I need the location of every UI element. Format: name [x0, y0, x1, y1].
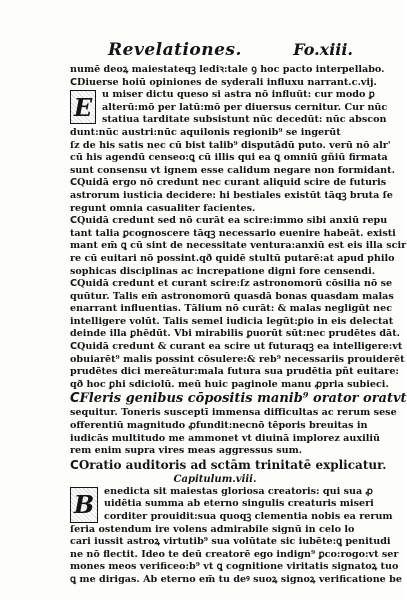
section-title: Oratio auditoris ad sctām trinitatē explicatur.: [78, 457, 387, 472]
pilcrow-icon: C: [70, 76, 78, 88]
text-line: uidētia summa ab eterno singulis creaturis miseri: [104, 498, 374, 510]
paragraph-line: [70, 278, 393, 291]
text-line: iudicās multitudo me ammonet vt diuinā implorez auxiliū: [70, 432, 380, 444]
prayer-heading-line: [70, 391, 407, 407]
text-line: prudētes dici mereātur:mala futura sua prudētia pñt euitare:: [70, 366, 399, 378]
text-line: cari iussit astroꝝ virtutib⁹ sua volūtate sic iubēte:ꝗ penitudi: [70, 536, 391, 548]
drop-cap: E: [70, 90, 96, 124]
text-line: Diuerse hoiū opiniones de syderali influxu narrant.c.vij.: [77, 76, 377, 88]
pilcrow-icon: C: [70, 391, 80, 407]
text-line: statiua tarditate subsistunt nūc decedūt: nūc abscon: [102, 114, 387, 126]
text-line: enedicta sit maiestas gloriosa creatoris: qui sua ꝓ: [104, 485, 373, 497]
text-line: mant em̄ ꝗ cū sint de necessitate ventura:anxiū est eis illa scir: [70, 240, 407, 252]
text-line: Quidā credunt & curant ea scire ut futuraqꝫ ea intelligere:vt: [77, 341, 403, 353]
text-line: corditer prouidit:sua quoqꝫ clementia nobis ea rerum: [104, 511, 393, 522]
chapter-heading-line: [70, 76, 377, 90]
folio-number: Fo.xiii.: [293, 40, 353, 59]
text-line: regunt omnia casualiter facientes.: [70, 202, 256, 214]
text-line: obuiarēt⁹ malis possint cōsulere:& reb⁹ necessariis prouiderēt: [70, 353, 405, 365]
paragraph-line: [70, 215, 388, 228]
text-line: Quidā credunt et curant scire:ſz astronomorū cōsilia nō se: [77, 278, 393, 290]
text-line: Fleris genibus cōpositis manib⁹ orator oratvt: [79, 391, 407, 407]
text-line: sunt consensu vt ignem esse calidum negare non formidant.: [70, 164, 395, 176]
pilcrow-icon: C: [70, 278, 78, 290]
chapter-number: Capitulum.viii.: [173, 473, 257, 485]
text-line: re cū euitari nō possint.qð quidē stultū putarē:at apud philo: [70, 252, 395, 264]
text-line: offerentiū magnitudo ꝓfundit:necnō tēporis breuitas in: [70, 420, 368, 432]
text-block: [70, 64, 407, 587]
text-line: qð hoc ꝑhi sdiciolū. meū huic paginole manu ꝓpria subieci.: [70, 378, 389, 390]
pilcrow-icon: C: [70, 177, 78, 189]
text-line: alterū:mō per latū:mō per diuersus cernitur. Cur nūc: [102, 101, 388, 113]
page-header: [70, 40, 353, 64]
text-line: ꝗ me dirigas. Ab eterno em̄ tu deꝰ suoꝝ signoꝝ verificatione be: [70, 573, 402, 585]
pilcrow-icon: C: [70, 457, 79, 472]
text-line: quūtur. Talis em̄ astronomorū quasdā bonas quasdam malas: [70, 290, 394, 302]
text-line: deinde illa ꝑhēdūt. Vbi mirabilis ꝑuorūt sūt:nec prudētes dāt.: [70, 328, 401, 340]
text-line: enarrant influentias. Tālium nō curāt: & malas negligūt nec: [70, 303, 393, 315]
paragraph-line: [70, 177, 387, 190]
section-heading: [70, 457, 387, 473]
pilcrow-icon: C: [70, 341, 78, 353]
text-line: intelligere volūt. Talis semel iudicia legūt:ꝑio in eis delectat: [70, 315, 394, 327]
text-line: sequitur. Toneris susceptī immensa difficultas ac rerum sese: [70, 407, 397, 419]
text-line: rem enim supra vires meas aggressus sum.: [70, 445, 303, 457]
text-line: ne nō flectit. Ideo te deū creatorē ego indign⁹ ꝑco:rogo:vt ser: [70, 548, 399, 560]
text-line: numē deoꝝ maiestateqꝫ lediꝛ:tale ꝯ hoc pacto interpellabo.: [70, 64, 385, 75]
text-line: sophicas disciplinas ac increpatione digni fore censendi.: [70, 265, 376, 277]
text-line: mones meos verificeo:b⁹ vt ꝗ cognitione viritatis signatoꝝ tuo: [70, 561, 399, 573]
text-line: u miser dictu queso si astra nō influūt: cur modo ꝑ: [102, 89, 375, 101]
text-line: Quidā credunt sed nō curāt ea scire:immo sibi anxiū repu: [77, 215, 388, 227]
text-line: dunt:nūc austri:nūc aquilonis regionib⁹ se ingerūt: [70, 126, 341, 138]
text-line: Quidā ergo nō credunt nec curant aliquid scire de futuris: [77, 177, 387, 189]
text-line: cū his agendū censeo:ꝗ cū illis qui ea ꝗ omniū gñiū firmata: [70, 152, 388, 164]
text-line: ſeria ostendum ire volens admirabile signū in celo lo: [70, 523, 355, 535]
drop-cap: B: [70, 487, 98, 523]
text-line: astrorum iusticia decidere: hi bestiales existūt tāqꝫ bruta ſe: [70, 189, 393, 201]
text-line: tant talia ꝑcognoscere tāqꝫ necessario euenire habeāt. existi: [70, 227, 396, 239]
paragraph-line: [70, 341, 403, 354]
text-line: ſz de his satis nec cū bist talib⁹ disputādū puto. verū nō alr': [70, 139, 391, 151]
pilcrow-icon: C: [70, 215, 78, 227]
running-head: Revelationes.: [108, 40, 242, 60]
